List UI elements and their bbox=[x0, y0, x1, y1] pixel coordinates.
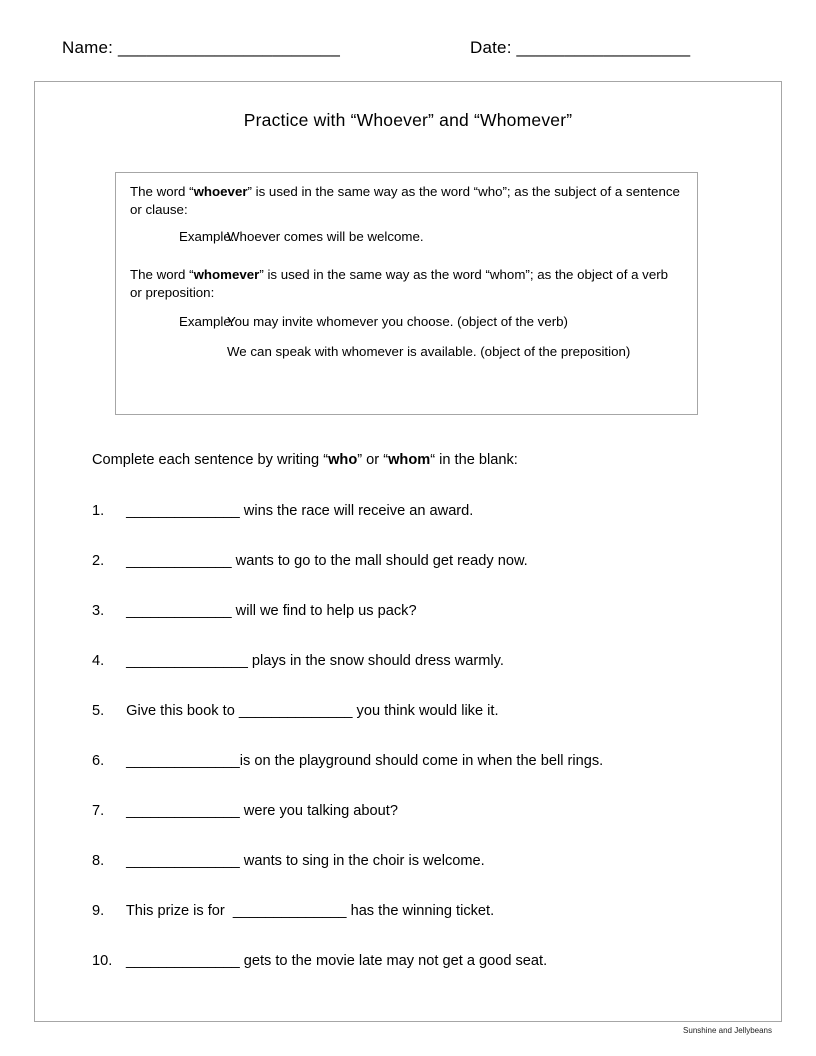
rules-box bbox=[115, 172, 698, 415]
directions-part2: ” or “ bbox=[357, 452, 389, 468]
question-list bbox=[92, 503, 732, 1003]
example-whoever-label: Example: bbox=[179, 229, 235, 245]
question-text: _______________ plays in the snow should dress warmly. bbox=[118, 653, 504, 669]
name-field-label[interactable]: Name: _______________________ bbox=[62, 38, 341, 57]
date-field-label[interactable]: Date: __________________ bbox=[470, 38, 691, 57]
question-item[interactable] bbox=[92, 753, 732, 803]
rule-whoever-prefix: The word “ bbox=[130, 184, 194, 199]
directions-keyword-whom: whom bbox=[388, 452, 431, 468]
question-item[interactable] bbox=[92, 853, 732, 903]
question-text: _____________ wants to go to the mall should get ready now. bbox=[118, 553, 528, 569]
question-item[interactable] bbox=[92, 703, 732, 753]
question-number: 10. bbox=[92, 953, 113, 969]
question-item[interactable] bbox=[92, 603, 732, 653]
question-number: 7. bbox=[92, 803, 105, 819]
question-item[interactable] bbox=[92, 553, 732, 603]
rule-whoever-suffix: ” is used in the same way as the word “who”; as the subject of a sentence or clause: bbox=[130, 184, 680, 217]
question-number: 3. bbox=[92, 603, 105, 619]
directions-part3: “ in the blank: bbox=[430, 452, 518, 468]
example-whoever-row bbox=[130, 228, 683, 246]
example-spacer bbox=[130, 343, 227, 361]
question-item[interactable] bbox=[92, 903, 732, 953]
example-whomever-verb-row bbox=[130, 313, 683, 331]
question-number: 4. bbox=[92, 653, 105, 669]
page-title: Practice with “Whoever” and “Whomever” bbox=[243, 110, 573, 130]
question-text: This prize is for ______________ has the winning ticket. bbox=[118, 903, 495, 919]
question-item[interactable] bbox=[92, 953, 732, 1003]
question-text: ______________ wins the race will receive an award. bbox=[118, 503, 474, 519]
question-item[interactable] bbox=[92, 803, 732, 853]
question-number: 5. bbox=[92, 703, 105, 719]
question-number: 8. bbox=[92, 853, 105, 869]
footer-credit: Sunshine and Jellybeans bbox=[683, 1026, 772, 1035]
question-item[interactable] bbox=[92, 503, 732, 553]
rule-whomever-prefix: The word “ bbox=[130, 267, 194, 283]
rule-whomever-keyword: whomever bbox=[193, 267, 260, 283]
rule-whomever-suffix: ” is used in the same way as the word “whom”; as the object of a verb or preposition: bbox=[130, 267, 669, 300]
example-whomever-verb-text: You may invite whomever you choose. (object of the verb) bbox=[227, 314, 568, 330]
rule-whoever bbox=[130, 183, 683, 218]
rule-whoever-keyword: whoever bbox=[193, 184, 248, 199]
question-text: ______________ were you talking about? bbox=[118, 803, 398, 819]
question-number: 2. bbox=[92, 553, 105, 569]
student-info-header bbox=[62, 38, 762, 68]
question-number: 1. bbox=[92, 503, 105, 519]
rule-whomever bbox=[130, 266, 683, 301]
question-text: _____________ will we find to help us pack? bbox=[118, 603, 417, 619]
directions-part1: Complete each sentence by writing “ bbox=[92, 452, 329, 468]
example-whomever-preposition-text: We can speak with whomever is available. (object of the preposition) bbox=[227, 344, 631, 360]
question-text: Give this book to ______________ you think would like it. bbox=[118, 703, 499, 719]
example-whomever-label: Example: bbox=[179, 314, 235, 330]
question-item[interactable] bbox=[92, 653, 732, 703]
directions-text bbox=[92, 452, 518, 468]
question-number: 9. bbox=[92, 903, 105, 919]
example-whomever-preposition-row bbox=[130, 343, 683, 361]
question-number: 6. bbox=[92, 753, 105, 769]
question-text: ______________ gets to the movie late may not get a good seat. bbox=[122, 953, 548, 969]
question-text: ______________is on the playground should come in when the bell rings. bbox=[118, 753, 604, 769]
example-whoever-text: Whoever comes will be welcome. bbox=[227, 229, 424, 245]
directions-keyword-who: who bbox=[328, 452, 358, 468]
question-text: ______________ wants to sing in the choir is welcome. bbox=[118, 853, 485, 869]
